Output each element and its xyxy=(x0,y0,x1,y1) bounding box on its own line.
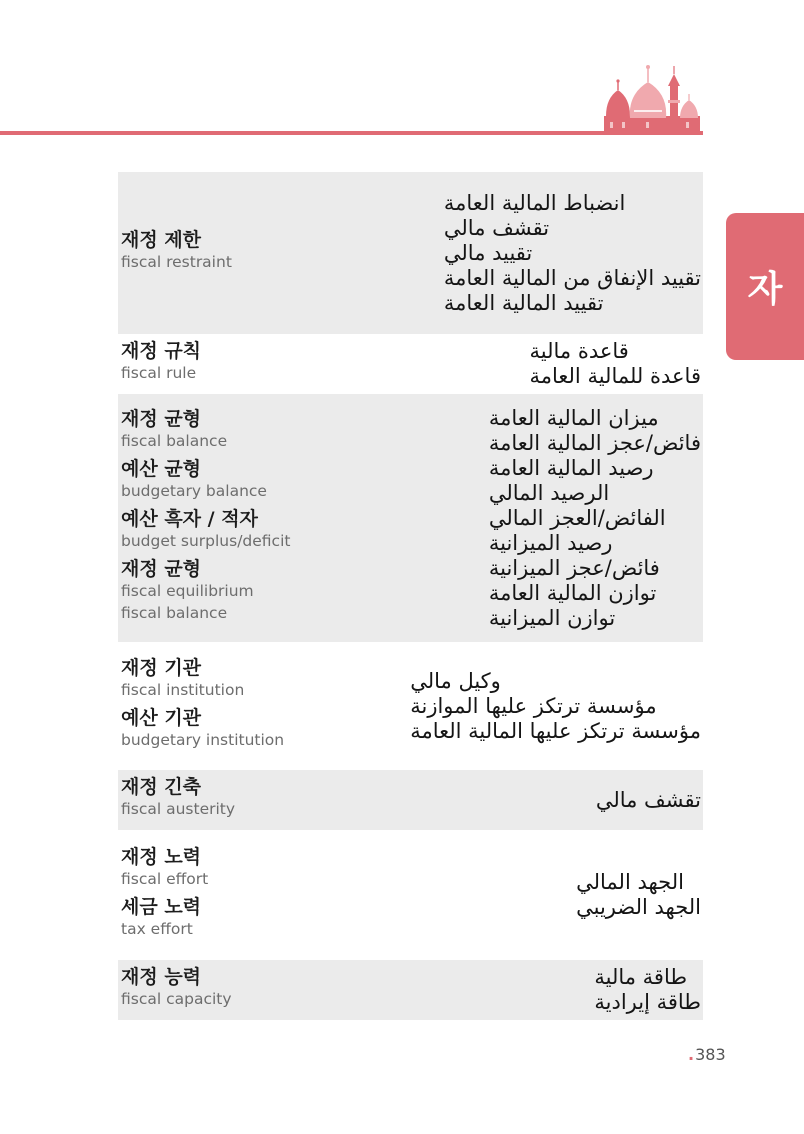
korean-term: 재정 규칙 xyxy=(121,340,202,362)
korean-term: 세금 노력 xyxy=(121,896,202,918)
english-term: budgetary institution xyxy=(121,731,285,749)
mosque-icon xyxy=(600,60,702,134)
glossary-entry xyxy=(118,394,703,642)
arabic-column xyxy=(596,770,701,830)
english-term: fiscal restraint xyxy=(121,253,232,271)
page-number xyxy=(688,1045,726,1064)
english-term: fiscal balance xyxy=(121,432,228,450)
korean-term: 예산 기관 xyxy=(121,707,202,729)
term-column xyxy=(121,770,235,830)
term-column xyxy=(121,334,201,394)
header-rule xyxy=(0,131,703,135)
english-term: fiscal rule xyxy=(121,364,197,382)
arabic-term: وكيل مالي xyxy=(410,668,501,693)
arabic-term: قاعدة للمالية العامة xyxy=(529,364,701,388)
english-term: fiscal capacity xyxy=(121,990,232,1008)
korean-term: 재정 균형 xyxy=(121,558,202,580)
term-column xyxy=(121,394,290,642)
glossary-entry xyxy=(118,830,703,960)
arabic-term: مؤسسة ترتكز عليها المالية العامة xyxy=(410,718,701,743)
glossary-entry xyxy=(118,172,703,334)
english-term: fiscal balance xyxy=(121,604,228,622)
arabic-term: انضباط المالية العامة xyxy=(443,190,626,215)
arabic-term: تقشف مالي xyxy=(595,787,701,812)
arabic-column xyxy=(489,394,701,642)
arabic-term: مؤسسة ترتكز عليها الموازنة xyxy=(410,693,657,718)
korean-term: 재정 능력 xyxy=(121,966,202,988)
arabic-term: تقييد مالي xyxy=(443,240,533,265)
term-column xyxy=(121,830,208,960)
arabic-column xyxy=(444,172,701,334)
arabic-term: توازن المالية العامة xyxy=(488,580,657,605)
arabic-term: طاقة مالية xyxy=(594,965,688,989)
korean-term: 재정 제한 xyxy=(121,229,202,251)
english-term: fiscal austerity xyxy=(121,800,236,818)
arabic-term: توازن الميزانية xyxy=(488,605,616,630)
english-term: budget surplus/deficit xyxy=(121,532,291,550)
arabic-term: رصيد المالية العامة xyxy=(488,455,654,480)
english-term: fiscal effort xyxy=(121,870,209,888)
english-term: fiscal equilibrium xyxy=(121,582,254,600)
glossary-entry xyxy=(118,960,703,1020)
glossary-entries xyxy=(118,172,703,1020)
page-number-value: 383 xyxy=(695,1045,726,1064)
arabic-column xyxy=(410,642,701,770)
arabic-column xyxy=(576,830,701,960)
page-number-dot: . xyxy=(688,1045,695,1064)
glossary-entry xyxy=(118,770,703,830)
term-column xyxy=(121,172,232,334)
arabic-term: تقشف مالي xyxy=(443,215,550,240)
arabic-term: الجهد المالي xyxy=(576,870,684,894)
arabic-term: رصيد الميزانية xyxy=(488,530,613,555)
arabic-term: طاقة إيرادية xyxy=(594,990,701,1014)
arabic-term: ميزان المالية العامة xyxy=(488,405,659,430)
section-tab[interactable]: 자 xyxy=(726,213,804,360)
korean-term: 재정 긴축 xyxy=(121,776,202,798)
english-term: budgetary balance xyxy=(121,482,267,500)
arabic-term: الفائض/العجز المالي xyxy=(488,505,666,530)
english-term: tax effort xyxy=(121,920,193,938)
term-column xyxy=(121,642,284,770)
glossary-entry xyxy=(118,642,703,770)
korean-term: 예산 균형 xyxy=(121,458,202,480)
arabic-term: فائض/عجز الميزانية xyxy=(488,555,660,580)
arabic-column xyxy=(530,334,702,394)
korean-term: 예산 흑자 / 적자 xyxy=(121,508,258,530)
korean-term: 재정 기관 xyxy=(121,657,202,679)
english-term: fiscal institution xyxy=(121,681,245,699)
arabic-term: تقييد الإنفاق من المالية العامة xyxy=(443,265,701,290)
arabic-term: قاعدة مالية xyxy=(529,339,629,363)
arabic-column xyxy=(594,960,701,1020)
arabic-term: تقييد المالية العامة xyxy=(443,290,604,315)
korean-term: 재정 균형 xyxy=(121,408,202,430)
arabic-term: الرصيد المالي xyxy=(488,480,610,505)
korean-term: 재정 노력 xyxy=(121,846,202,868)
arabic-term: الجهد الضريبي xyxy=(576,895,701,919)
arabic-term: فائض/عجز المالية العامة xyxy=(488,430,701,455)
glossary-entry xyxy=(118,334,703,394)
term-column xyxy=(121,960,232,1020)
